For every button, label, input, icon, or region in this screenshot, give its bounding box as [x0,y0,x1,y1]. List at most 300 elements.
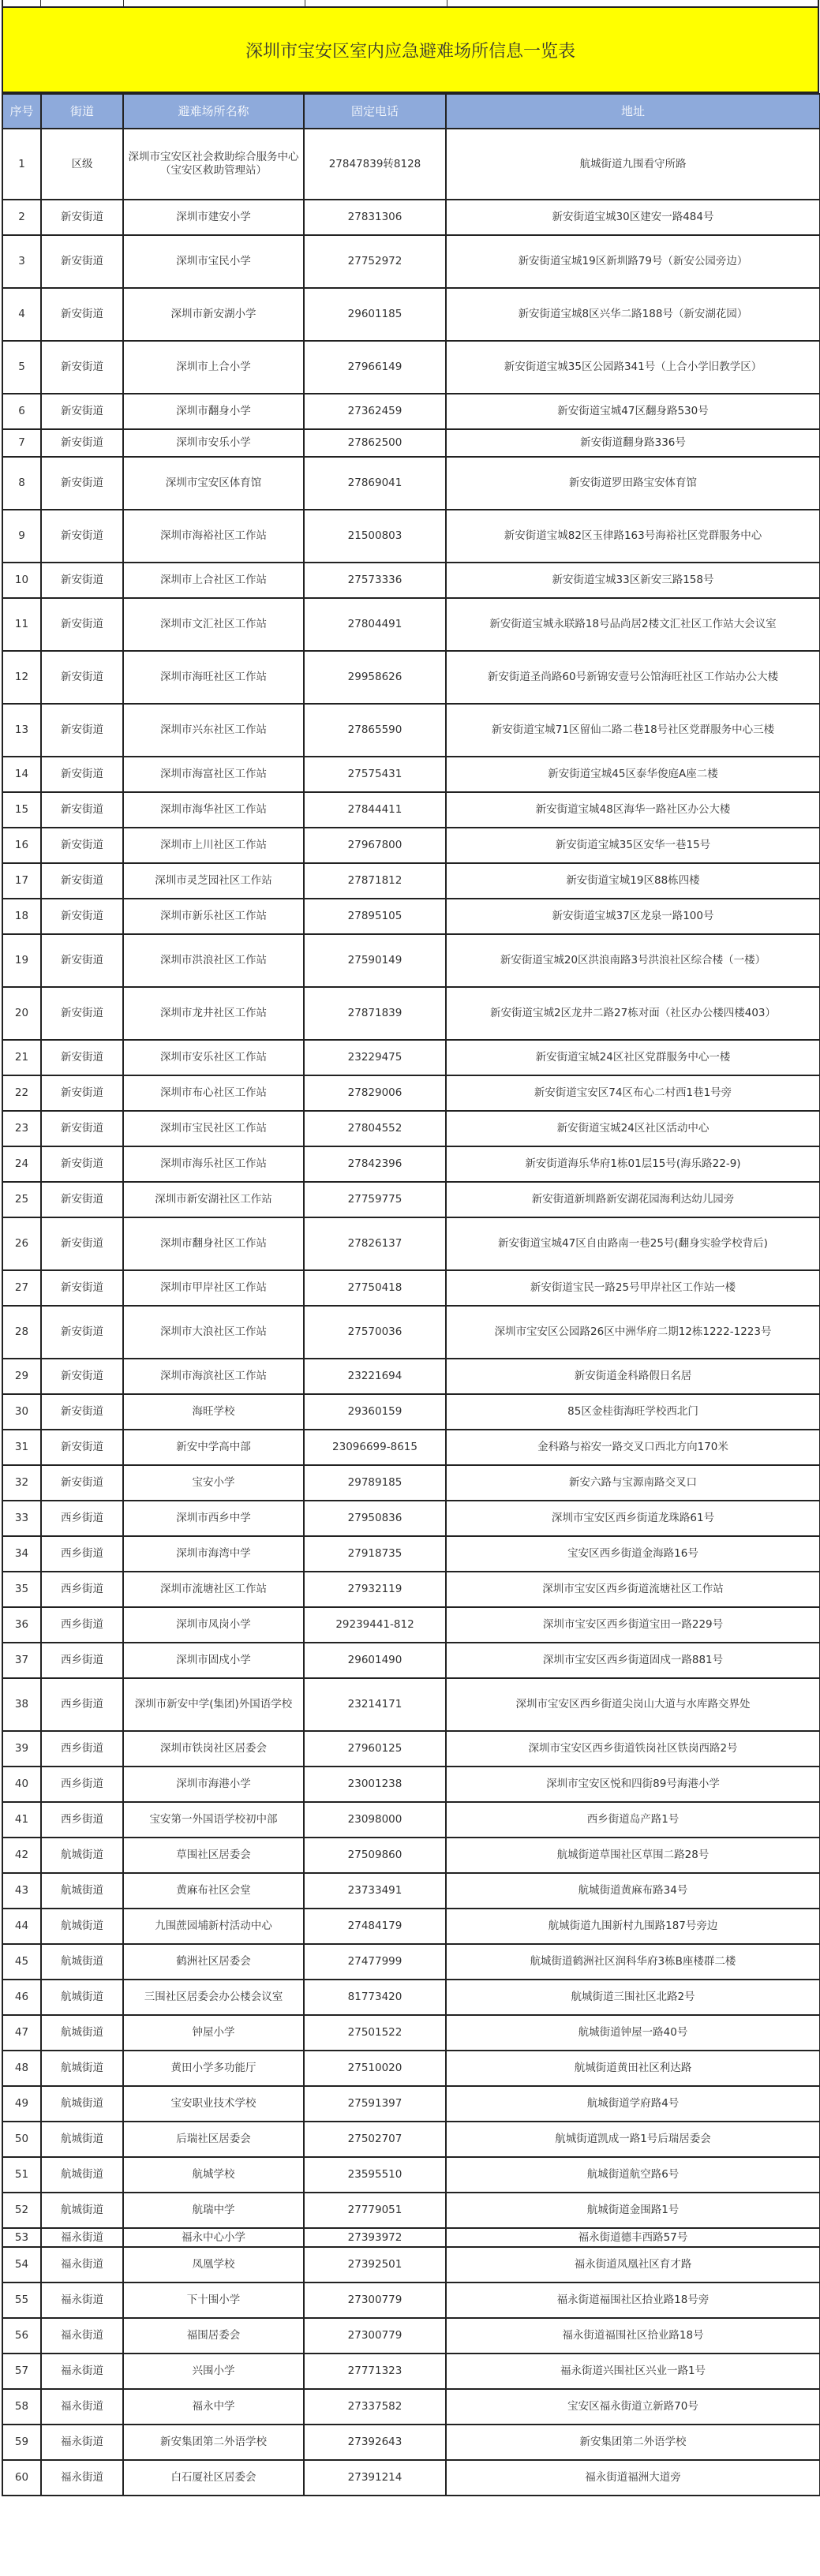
table-row [2,598,820,651]
cell-shelter-name: 福围居委会 [123,2318,304,2354]
cell-address: 福永街道凤凰社区育才路 [446,2247,820,2283]
cell-street: 航城街道 [41,1944,123,1980]
cell-shelter-name: 深圳市铁岗社区居委会 [123,1731,304,1767]
cell-seq: 32 [2,1465,41,1501]
cell-shelter-name: 深圳市海乐社区工作站 [123,1146,304,1182]
cell-phone: 27362459 [304,394,446,429]
cell-street: 西乡街道 [41,1501,123,1536]
cell-seq: 9 [2,510,41,563]
cell-phone: 81773420 [304,1980,446,2015]
cell-street: 西乡街道 [41,1802,123,1838]
cell-phone: 29789185 [304,1465,446,1501]
table-row [2,510,820,563]
cell-seq: 34 [2,1536,41,1572]
table-row [2,1040,820,1075]
cell-address: 新安集团第二外语学校 [446,2425,820,2460]
cell-shelter-name: 深圳市兴东社区工作站 [123,704,304,757]
cell-street: 西乡街道 [41,1767,123,1802]
cell-address: 新安街道金科路假日名居 [446,1359,820,1394]
cell-street: 航城街道 [41,2051,123,2086]
cell-shelter-name: 深圳市海旺社区工作站 [123,651,304,704]
previous-row-strip [2,0,819,6]
cell-seq: 58 [2,2389,41,2425]
table-row [2,2354,820,2389]
cell-address: 新安街道宝民一路25号甲岸社区工作站一楼 [446,1270,820,1306]
cell-phone: 23229475 [304,1040,446,1075]
cell-address: 航城街道金围路1号 [446,2193,820,2228]
cell-phone: 27575431 [304,757,446,792]
table-row [2,1980,820,2015]
table-row [2,987,820,1040]
cell-phone: 27771323 [304,2354,446,2389]
cell-address: 深圳市宝安区西乡街道尖岗山大道与水库路交界处 [446,1678,820,1731]
cell-address: 航城街道九围新村九围路187号旁边 [446,1909,820,1944]
cell-address: 航城街道航空路6号 [446,2157,820,2193]
cell-street: 新安街道 [41,1111,123,1146]
cell-phone: 27779051 [304,2193,446,2228]
cell-phone: 27590149 [304,934,446,987]
table-row [2,2389,820,2425]
cell-seq: 59 [2,2425,41,2460]
cell-shelter-name: 草围社区居委会 [123,1838,304,1873]
cell-street: 新安街道 [41,704,123,757]
cell-address: 新安街道圣尚路60号新锦安壹号公馆海旺社区工作站办公大楼 [446,651,820,704]
table-header-row [2,94,820,129]
cell-street: 新安街道 [41,651,123,704]
cell-address: 新安街道宝城33区新安三路158号 [446,563,820,598]
cell-shelter-name: 深圳市大浪社区工作站 [123,1306,304,1359]
cell-seq: 52 [2,2193,41,2228]
cell-address: 西乡街道岛产路1号 [446,1802,820,1838]
cell-address: 航城街道九围看守所路 [446,129,820,200]
cell-seq: 49 [2,2086,41,2122]
cell-seq: 26 [2,1217,41,1270]
cell-shelter-name: 深圳市固戍小学 [123,1643,304,1678]
cell-address: 新安街道宝城24区社区党群服务中心一楼 [446,1040,820,1075]
cell-shelter-name: 兴围小学 [123,2354,304,2389]
cell-phone: 27950836 [304,1501,446,1536]
table-row [2,2460,820,2496]
cell-street: 新安街道 [41,1465,123,1501]
cell-street: 航城街道 [41,1909,123,1944]
cell-seq: 57 [2,2354,41,2389]
table-row [2,1678,820,1731]
table-row [2,828,820,863]
cell-seq: 8 [2,457,41,510]
cell-address: 新安街道宝城24区社区活动中心 [446,1111,820,1146]
cell-seq: 3 [2,235,41,288]
cell-address: 深圳市宝安区西乡街道铁岗社区铁岗西路2号 [446,1731,820,1767]
cell-address: 新安街道宝城20区洪浪南路3号洪浪社区综合楼（一楼） [446,934,820,987]
cell-shelter-name: 白石厦社区居委会 [123,2460,304,2496]
table-row [2,2122,820,2157]
cell-seq: 36 [2,1607,41,1643]
header-street: 街道 [41,94,123,129]
cell-street: 航城街道 [41,1838,123,1873]
cell-street: 新安街道 [41,792,123,828]
cell-street: 福永街道 [41,2389,123,2425]
cell-shelter-name: 深圳市新安湖小学 [123,288,304,341]
cell-seq: 42 [2,1838,41,1873]
cell-address: 航城街道钟屋一路40号 [446,2015,820,2051]
cell-address: 新安街道宝城2区龙井二路27栋对面（社区办公楼四楼403） [446,987,820,1040]
cell-seq: 51 [2,2157,41,2193]
cell-seq: 46 [2,1980,41,2015]
table-row [2,1802,820,1838]
table-row [2,2228,820,2247]
cell-phone: 27300779 [304,2318,446,2354]
cell-phone: 27392643 [304,2425,446,2460]
table-row [2,200,820,235]
cell-shelter-name: 深圳市宝民社区工作站 [123,1111,304,1146]
cell-shelter-name: 深圳市宝安区体育馆 [123,457,304,510]
cell-phone: 23001238 [304,1767,446,1802]
table-row [2,429,820,457]
cell-phone: 27918735 [304,1536,446,1572]
cell-phone: 27871839 [304,987,446,1040]
cell-phone: 27831306 [304,200,446,235]
cell-phone: 29958626 [304,651,446,704]
cell-shelter-name: 深圳市灵芝园社区工作站 [123,863,304,899]
cell-street: 福永街道 [41,2283,123,2318]
table-row [2,934,820,987]
cell-shelter-name: 深圳市上合小学 [123,341,304,394]
cell-shelter-name: 凤凰学校 [123,2247,304,2283]
cell-shelter-name: 福永中心小学 [123,2228,304,2247]
table-row [2,757,820,792]
cell-seq: 44 [2,1909,41,1944]
cell-street: 新安街道 [41,828,123,863]
cell-address: 金科路与裕安一路交叉口西北方向170米 [446,1430,820,1465]
cell-street: 新安街道 [41,757,123,792]
cell-shelter-name: 深圳市凤岗小学 [123,1607,304,1643]
table-row [2,1767,820,1802]
cell-phone: 27750418 [304,1270,446,1306]
cell-seq: 14 [2,757,41,792]
cell-seq: 38 [2,1678,41,1731]
cell-address: 航城街道学府路4号 [446,2086,820,2122]
cell-street: 新安街道 [41,341,123,394]
cell-street: 新安街道 [41,510,123,563]
table-row [2,1217,820,1270]
cell-phone: 27847839转8128 [304,129,446,200]
cell-street: 新安街道 [41,987,123,1040]
cell-shelter-name: 宝安职业技术学校 [123,2086,304,2122]
cell-seq: 2 [2,200,41,235]
cell-phone: 27826137 [304,1217,446,1270]
cell-address: 宝安区西乡街道金海路16号 [446,1536,820,1572]
cell-seq: 50 [2,2122,41,2157]
cell-phone: 27477999 [304,1944,446,1980]
cell-seq: 33 [2,1501,41,1536]
cell-address: 航城街道草围社区草围二路28号 [446,1838,820,1873]
cell-phone: 27573336 [304,563,446,598]
cell-address: 新安街道宝城37区龙泉一路100号 [446,899,820,934]
cell-street: 西乡街道 [41,1731,123,1767]
cell-address: 福永街道福围社区拾业路18号旁 [446,2283,820,2318]
cell-address: 新安街道宝城8区兴华二路188号（新安湖花园） [446,288,820,341]
cell-phone: 27804491 [304,598,446,651]
cell-address: 航城街道三围社区北路2号 [446,1980,820,2015]
cell-address: 新安街道罗田路宝安体育馆 [446,457,820,510]
cell-shelter-name: 深圳市安乐小学 [123,429,304,457]
cell-shelter-name: 深圳市建安小学 [123,200,304,235]
cell-shelter-name: 深圳市宝民小学 [123,235,304,288]
cell-shelter-name: 三围社区居委会办公楼会议室 [123,1980,304,2015]
cell-shelter-name: 深圳市翻身社区工作站 [123,1217,304,1270]
cell-phone: 27932119 [304,1572,446,1607]
cell-shelter-name: 海旺学校 [123,1394,304,1430]
cell-street: 福永街道 [41,2318,123,2354]
cell-address: 新安街道宝城47区翻身路530号 [446,394,820,429]
cell-phone: 27393972 [304,2228,446,2247]
cell-seq: 28 [2,1306,41,1359]
cell-phone: 23733491 [304,1873,446,1909]
cell-address: 新安街道新圳路新安湖花园海利达幼儿园旁 [446,1182,820,1217]
cell-shelter-name: 鹤洲社区居委会 [123,1944,304,1980]
cell-address: 新安街道宝城永联路18号品尚居2楼文汇社区工作站大会议室 [446,598,820,651]
cell-address: 深圳市宝安区西乡街道宝田一路229号 [446,1607,820,1643]
cell-shelter-name: 宝安小学 [123,1465,304,1501]
table-row [2,1465,820,1501]
cell-phone: 21500803 [304,510,446,563]
cell-address: 航城街道鹤洲社区润科华府3栋B座楼群二楼 [446,1944,820,1980]
cell-shelter-name: 深圳市海富社区工作站 [123,757,304,792]
cell-street: 新安街道 [41,1040,123,1075]
cell-street: 福永街道 [41,2425,123,2460]
cell-shelter-name: 深圳市安乐社区工作站 [123,1040,304,1075]
cell-seq: 27 [2,1270,41,1306]
table-row [2,1182,820,1217]
cell-street: 福永街道 [41,2247,123,2283]
cell-address: 福永街道兴围社区兴业一路1号 [446,2354,820,2389]
cell-shelter-name: 航城学校 [123,2157,304,2193]
cell-street: 西乡街道 [41,1643,123,1678]
cell-street: 新安街道 [41,429,123,457]
cell-seq: 5 [2,341,41,394]
cell-phone: 27752972 [304,235,446,288]
cell-phone: 27502707 [304,2122,446,2157]
cell-seq: 1 [2,129,41,200]
cell-seq: 53 [2,2228,41,2247]
cell-phone: 27591397 [304,2086,446,2122]
table-row [2,1731,820,1767]
cell-street: 新安街道 [41,598,123,651]
cell-shelter-name: 深圳市布心社区工作站 [123,1075,304,1111]
cell-shelter-name: 深圳市洪浪社区工作站 [123,934,304,987]
cell-seq: 30 [2,1394,41,1430]
table-row [2,1607,820,1643]
cell-phone: 23595510 [304,2157,446,2193]
cell-seq: 22 [2,1075,41,1111]
cell-street: 福永街道 [41,2460,123,2496]
cell-street: 新安街道 [41,563,123,598]
cell-seq: 20 [2,987,41,1040]
cell-shelter-name: 深圳市海滨社区工作站 [123,1359,304,1394]
cell-shelter-name: 深圳市海裕社区工作站 [123,510,304,563]
cell-address: 深圳市宝安区西乡街道固戍一路881号 [446,1643,820,1678]
cell-address: 新安街道宝城71区留仙二路二巷18号社区党群服务中心三楼 [446,704,820,757]
table-row [2,1075,820,1111]
cell-phone: 29601490 [304,1643,446,1678]
cell-street: 福永街道 [41,2354,123,2389]
cell-address: 新安街道翻身路336号 [446,429,820,457]
cell-phone: 27501522 [304,2015,446,2051]
cell-address: 新安街道海乐华府1栋01层15号(海乐路22-9) [446,1146,820,1182]
cell-phone: 27862500 [304,429,446,457]
table-row [2,1394,820,1430]
cell-street: 新安街道 [41,1075,123,1111]
cell-shelter-name: 新安中学高中部 [123,1430,304,1465]
cell-street: 新安街道 [41,1430,123,1465]
cell-phone: 23214171 [304,1678,446,1731]
cell-seq: 21 [2,1040,41,1075]
table-row [2,704,820,757]
cell-address: 新安街道宝城19区88栋四楼 [446,863,820,899]
cell-seq: 43 [2,1873,41,1909]
cell-seq: 16 [2,828,41,863]
cell-phone: 23096699-8615 [304,1430,446,1465]
cell-phone: 29360159 [304,1394,446,1430]
cell-phone: 27869041 [304,457,446,510]
table-row [2,2157,820,2193]
cell-phone: 27966149 [304,341,446,394]
cell-seq: 40 [2,1767,41,1802]
cell-shelter-name: 深圳市新乐社区工作站 [123,899,304,934]
table-row [2,2247,820,2283]
cell-shelter-name: 深圳市流塘社区工作站 [123,1572,304,1607]
cell-street: 新安街道 [41,200,123,235]
cell-seq: 10 [2,563,41,598]
cell-seq: 39 [2,1731,41,1767]
cell-street: 西乡街道 [41,1678,123,1731]
cell-address: 福永街道福围社区拾业路18号 [446,2318,820,2354]
header-shelter-name: 避难场所名称 [123,94,304,129]
table-row [2,1944,820,1980]
cell-shelter-name: 航瑞中学 [123,2193,304,2228]
table-row [2,1146,820,1182]
header-phone: 固定电话 [304,94,446,129]
table-row [2,863,820,899]
cell-street: 新安街道 [41,1359,123,1394]
cell-seq: 60 [2,2460,41,2496]
cell-street: 新安街道 [41,235,123,288]
cell-phone: 27960125 [304,1731,446,1767]
cell-shelter-name: 深圳市海华社区工作站 [123,792,304,828]
table-row [2,1572,820,1607]
cell-address: 新安街道宝城30区建安一路484号 [446,200,820,235]
table-row [2,2015,820,2051]
cell-phone: 27865590 [304,704,446,757]
header-seq: 序号 [2,94,41,129]
table-row [2,1306,820,1359]
cell-phone: 27842396 [304,1146,446,1182]
cell-shelter-name: 深圳市文汇社区工作站 [123,598,304,651]
cell-shelter-name: 深圳市甲岸社区工作站 [123,1270,304,1306]
cell-phone: 27392501 [304,2247,446,2283]
cell-phone: 27391214 [304,2460,446,2496]
cell-seq: 12 [2,651,41,704]
cell-phone: 27804552 [304,1111,446,1146]
cell-street: 航城街道 [41,2157,123,2193]
table-row [2,2318,820,2354]
cell-street: 新安街道 [41,1306,123,1359]
cell-address: 航城街道黄麻布路34号 [446,1873,820,1909]
cell-phone: 27759775 [304,1182,446,1217]
table-row [2,1909,820,1944]
cell-address: 新安街道宝城35区安华一巷15号 [446,828,820,863]
table-row [2,1359,820,1394]
cell-shelter-name: 后瑞社区居委会 [123,2122,304,2157]
cell-seq: 29 [2,1359,41,1394]
cell-street: 福永街道 [41,2228,123,2247]
cell-address: 深圳市宝安区西乡街道流塘社区工作站 [446,1572,820,1607]
table-row [2,1643,820,1678]
cell-seq: 13 [2,704,41,757]
cell-street: 新安街道 [41,1182,123,1217]
cell-address: 福永街道德丰西路57号 [446,2228,820,2247]
cell-phone: 27337582 [304,2389,446,2425]
table-row [2,1111,820,1146]
cell-street: 新安街道 [41,863,123,899]
table-row [2,1270,820,1306]
cell-street: 新安街道 [41,394,123,429]
cell-address: 新安街道宝安区74区布心二村西1巷1号旁 [446,1075,820,1111]
cell-seq: 25 [2,1182,41,1217]
cell-phone: 29601185 [304,288,446,341]
cell-phone: 27484179 [304,1909,446,1944]
cell-shelter-name: 深圳市龙井社区工作站 [123,987,304,1040]
cell-street: 新安街道 [41,1270,123,1306]
table-row [2,235,820,288]
cell-phone: 27300779 [304,2283,446,2318]
cell-phone: 27829006 [304,1075,446,1111]
cell-phone: 23098000 [304,1802,446,1838]
cell-street: 新安街道 [41,457,123,510]
cell-phone: 27967800 [304,828,446,863]
cell-shelter-name: 深圳市海港小学 [123,1767,304,1802]
cell-phone: 27510020 [304,2051,446,2086]
header-address: 地址 [446,94,820,129]
cell-shelter-name: 下十围小学 [123,2283,304,2318]
cell-address: 宝安区福永街道立新路70号 [446,2389,820,2425]
cell-address: 85区金桂街海旺学校西北门 [446,1394,820,1430]
cell-seq: 24 [2,1146,41,1182]
cell-phone: 27895105 [304,899,446,934]
cell-phone: 27871812 [304,863,446,899]
cell-seq: 37 [2,1643,41,1678]
table-row [2,457,820,510]
cell-phone: 23221694 [304,1359,446,1394]
cell-address: 新安街道宝城82区玉律路163号海裕社区党群服务中心 [446,510,820,563]
cell-address: 新安街道宝城48区海华一路社区办公大楼 [446,792,820,828]
cell-shelter-name: 深圳市新安湖社区工作站 [123,1182,304,1217]
cell-street: 西乡街道 [41,1536,123,1572]
cell-address: 新安街道宝城47区自由路南一巷25号(翻身实验学校背后) [446,1217,820,1270]
cell-seq: 11 [2,598,41,651]
cell-seq: 7 [2,429,41,457]
table-row [2,651,820,704]
table-row [2,2425,820,2460]
table-title: 深圳市宝安区室内应急避难场所信息一览表 [2,6,819,93]
table-row [2,792,820,828]
table-row [2,899,820,934]
cell-street: 航城街道 [41,2122,123,2157]
cell-seq: 55 [2,2283,41,2318]
cell-address: 新安街道宝城35区公园路341号（上合小学旧教学区） [446,341,820,394]
cell-street: 新安街道 [41,288,123,341]
shelter-table-document [2,0,819,2496]
